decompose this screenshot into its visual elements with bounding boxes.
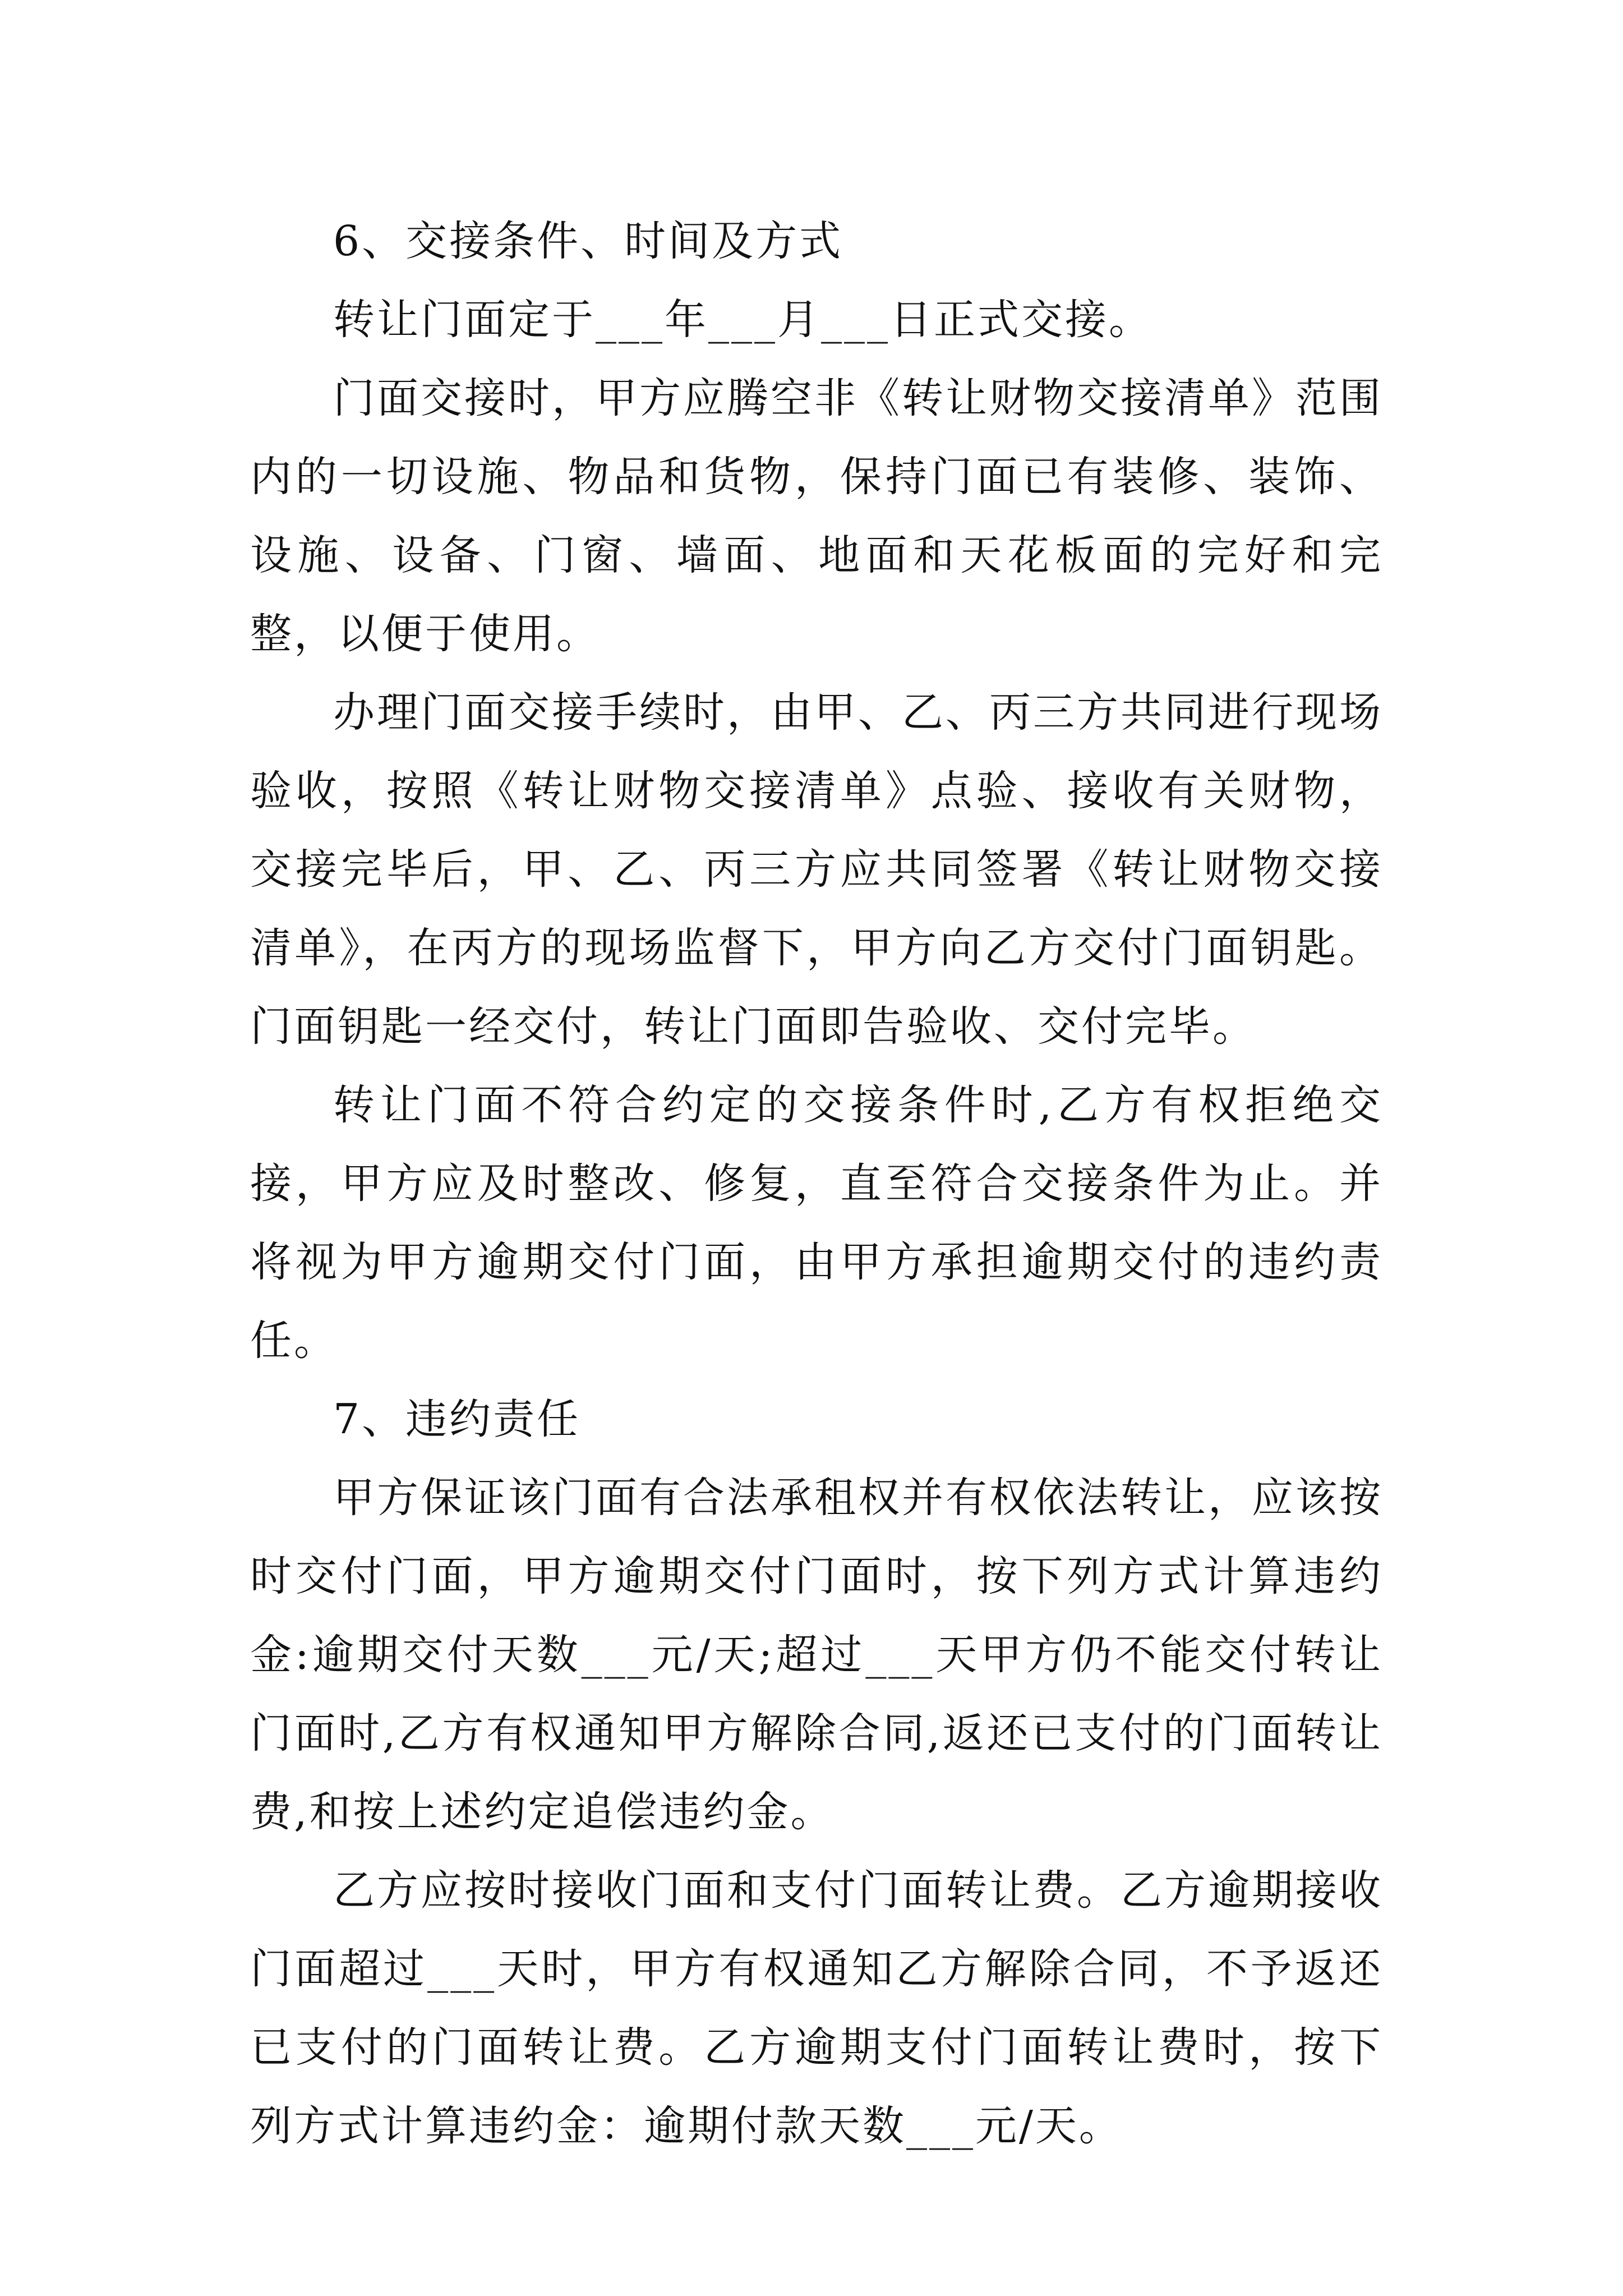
document-body (250, 202, 1383, 2165)
section-6-paragraph-2: 门面交接时，甲方应腾空非《转让财物交接清单》范围内的一切设施、物品和货物，保持门面已有装修、装饰、设施、设备、门窗、墙面、地面和天花板面的完好和完整，以便于使用。 (250, 374, 1383, 658)
section-6-paragraph-3: 办理门面交接手续时，由甲、乙、丙三方共同进行现场验收，按照《转让财物交接清单》点验、接收有关财物，交接完毕后，甲、乙、丙三方应共同签署《转让财物交接清单》，在丙方的现场监督下，甲方向乙方交付门面钥匙。门面钥匙一经交付，转让门面即告验收、交付完毕。 (250, 688, 1383, 1051)
section-7-paragraph-2: 乙方应按时接收门面和支付门面转让费。乙方逾期接收门面超过___天时，甲方有权通知乙方解除合同，不予返还已支付的门面转让费。乙方逾期支付门面转让费时，按下列方式计算违约金：逾期付款天数___元/天。 (250, 1866, 1383, 2150)
section-6-paragraph-1: 转让门面定于___年___月___日正式交接。 (333, 296, 1152, 344)
section-7-heading: 7、违约责任 (333, 1395, 581, 1443)
section-6-heading: 6、交接条件、时间及方式 (333, 217, 843, 265)
section-7-paragraph-1: 甲方保证该门面有合法承租权并有权依法转让，应该按时交付门面，甲方逾期交付门面时，按下列方式计算违约金:逾期交付天数___元/天;超过___天甲方仍不能交付转让门面时,乙方有权通知甲方解除合同,返还已支付的门面转让费,和按上述约定追偿违约金。 (250, 1474, 1383, 1836)
section-6-paragraph-4: 转让门面不符合约定的交接条件时,乙方有权拒绝交接，甲方应及时整改、修复，直至符合交接条件为止。并将视为甲方逾期交付门面，由甲方承担逾期交付的违约责任。 (250, 1081, 1383, 1365)
